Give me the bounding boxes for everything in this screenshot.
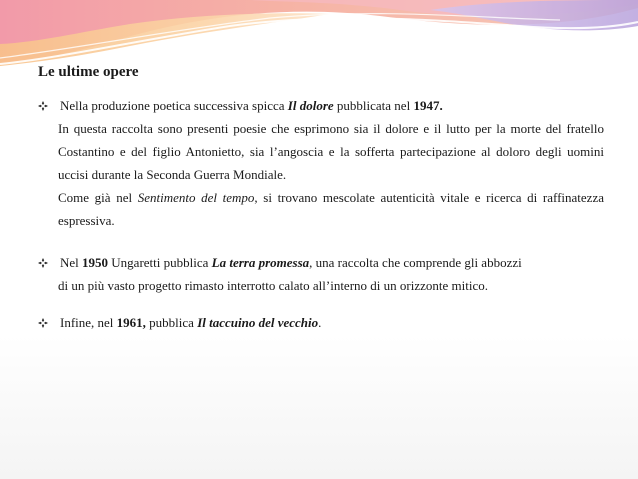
slide-body — [38, 95, 604, 334]
slide-title: Le ultime opere — [38, 64, 139, 80]
text-run: , si trovano mescolate autenticità vitale e ricerca di raffinatezza espressiva. — [58, 190, 604, 228]
paragraph: di un più vasto progetto rimasto interrotto calato all’interno di un orizzonte mitico. — [58, 278, 488, 293]
text-run: , una raccolta che comprende gli abbozzi — [309, 255, 522, 270]
bullet-item — [38, 95, 604, 117]
text-run: pubblicata nel — [333, 98, 414, 113]
text-run: Nella produzione poetica successiva spicca — [60, 98, 288, 113]
text-run: Ungaretti pubblica — [108, 255, 212, 270]
paragraph — [58, 186, 604, 232]
text-run: . — [318, 315, 322, 330]
diamond-quad-bullet-icon — [38, 101, 48, 111]
diamond-quad-bullet-icon — [38, 318, 48, 328]
bullet-item — [38, 252, 604, 274]
bullet-item — [38, 312, 604, 334]
work-title: Sentimento del tempo — [137, 190, 255, 205]
work-title: La terra promessa — [211, 255, 310, 270]
text-run: Infine, nel — [60, 315, 117, 330]
year: 1961, — [116, 315, 146, 330]
work-title: Il taccuino del vecchio — [197, 315, 319, 330]
diamond-quad-bullet-icon — [38, 258, 48, 268]
text-run: Nel — [60, 255, 83, 270]
bullet-text — [60, 252, 522, 274]
text-run: pubblica — [145, 315, 198, 330]
text-run: Come già nel — [58, 190, 138, 205]
year: 1947. — [413, 98, 443, 113]
paragraph: In questa raccolta sono presenti poesie che esprimono sia il dolore e il lutto per la morte del fratello Costantino e del figlio Antonietto, sia l’angoscia e la sofferta partecipazione al doloro degli uomini uccisi durante la Seconda Guerra Mondiale. — [58, 121, 604, 182]
work-title: Il dolore — [287, 98, 334, 113]
bullet-text — [60, 95, 443, 117]
year: 1950 — [82, 255, 109, 270]
bullet-text — [60, 312, 321, 334]
